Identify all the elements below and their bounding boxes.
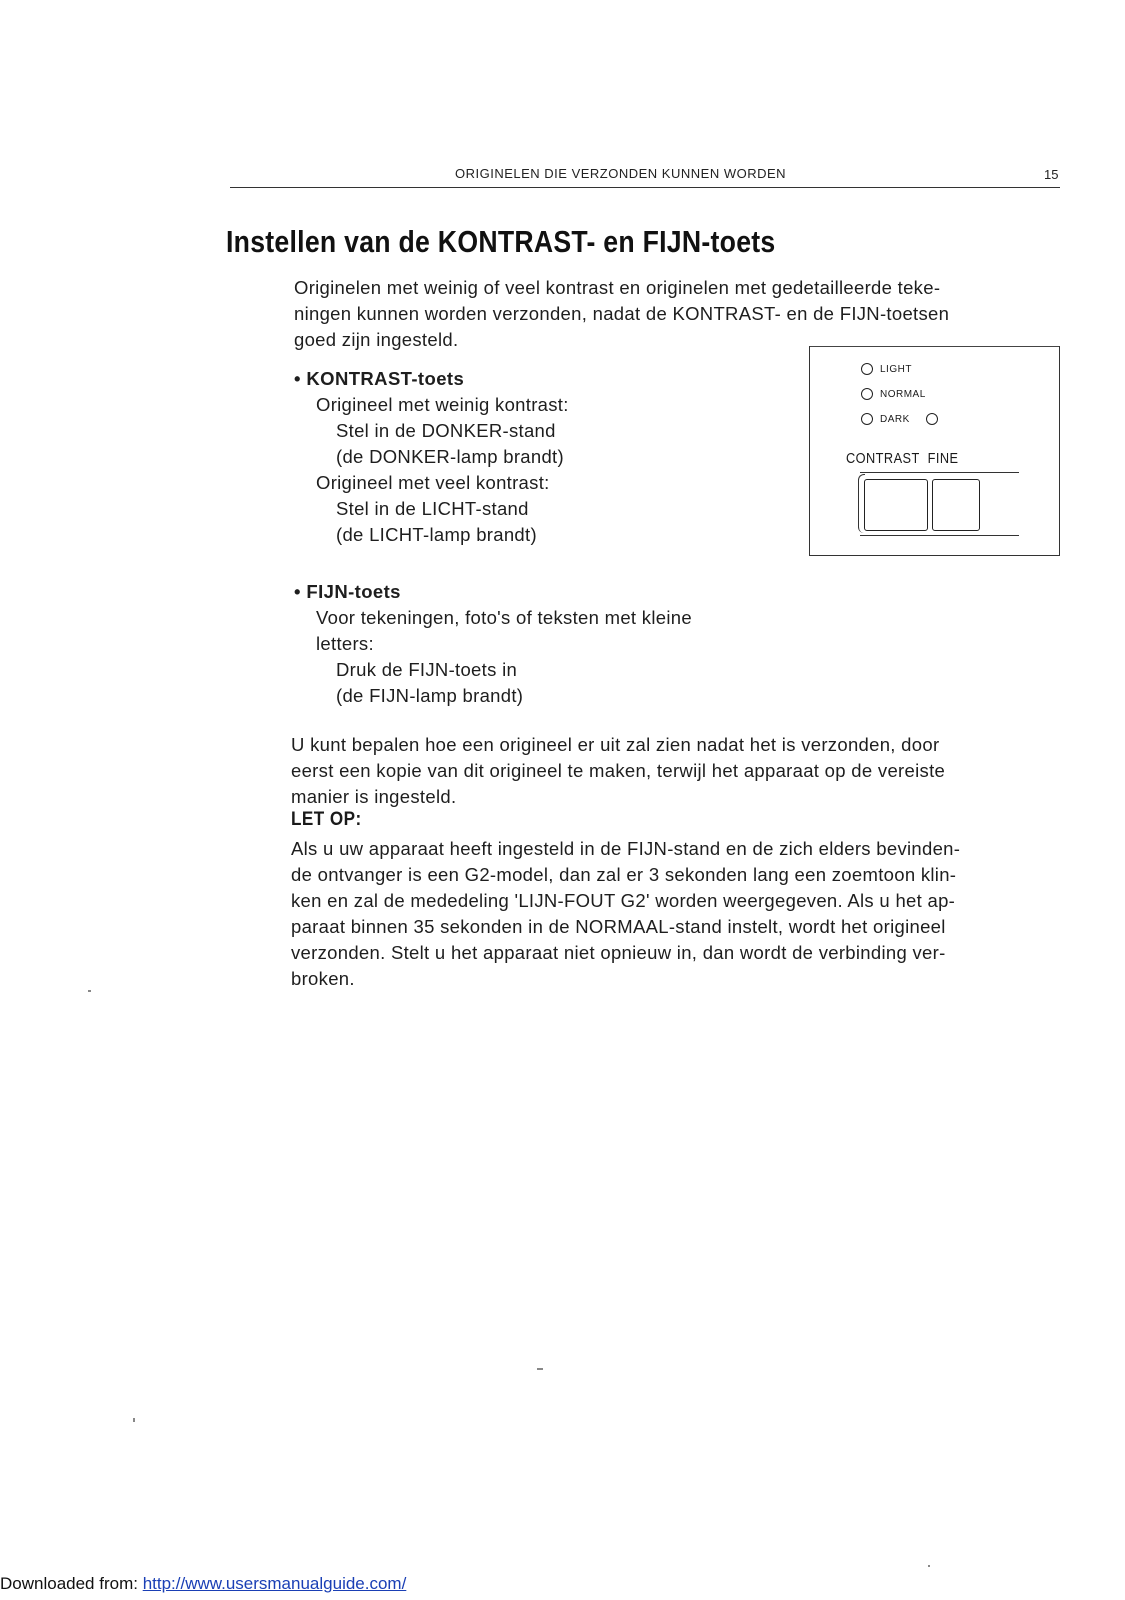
kontrast-high-action: Stel in de LICHT-stand [336, 498, 529, 519]
intro-line-1: Originelen met weinig of veel kontrast en originelen met gedetailleerde teke- [294, 277, 941, 298]
lamp-dark-icon [861, 413, 873, 425]
fijn-action: Druk de FIJN-toets in [336, 659, 518, 680]
kontrast-low-label: Origineel met weinig kontrast: [316, 394, 569, 415]
panel-key-labels [846, 451, 959, 467]
scan-speck [928, 1565, 930, 1567]
contrast-key-label: CONTRAST [846, 451, 920, 467]
scan-speck [88, 990, 91, 992]
scan-speck [133, 1418, 135, 1422]
header-rule [230, 187, 1060, 188]
contrast-key [864, 479, 928, 531]
fijn-line-1: Voor tekeningen, foto's of teksten met kleine [316, 607, 692, 628]
let-op-line-3: ken en zal de mededeling 'LIJN-FOUT G2' worden weergegeven. Als u het ap- [291, 890, 956, 911]
intro-line-2: ningen kunnen worden verzonden, nadat de KONTRAST- en de FIJN-toetsen [294, 303, 950, 324]
copy-note-line-1: U kunt bepalen hoe een origineel er uit zal zien nadat het is verzonden, door [291, 734, 940, 755]
kontrast-heading: • KONTRAST-toets [294, 368, 465, 389]
lamp-normal-label: NORMAL [880, 388, 926, 400]
let-op-line-1: Als u uw apparaat heeft ingesteld in de FIJN-stand en de zich elders bevinden- [291, 838, 961, 859]
scan-speck [537, 1368, 543, 1370]
copy-note-line-3: manier is ingesteld. [291, 786, 457, 807]
lamp-light-label: LIGHT [880, 363, 912, 375]
fine-key [932, 479, 980, 531]
fijn-heading: • FIJN-toets [294, 581, 401, 602]
page-number: 15 [1044, 167, 1059, 182]
fine-key-label: FINE [927, 451, 959, 467]
let-op-line-4: paraat binnen 35 sekonden in de NORMAAL-stand instelt, wordt het origineel [291, 916, 946, 937]
panel-key-bottom-rule [860, 535, 1019, 536]
panel-key-top-rule [860, 472, 1019, 473]
footer-link[interactable]: http://www.usersmanualguide.com/ [142, 1574, 407, 1593]
download-footer [0, 1574, 406, 1594]
lamp-light-icon [861, 363, 873, 375]
fijn-note: (de FIJN-lamp brandt) [336, 685, 524, 706]
kontrast-low-note: (de DONKER-lamp brandt) [336, 446, 564, 467]
kontrast-high-label: Origineel met veel kontrast: [316, 472, 550, 493]
running-header-title: ORIGINELEN DIE VERZONDEN KUNNEN WORDEN [455, 166, 787, 181]
lamp-dark-label: DARK [880, 413, 910, 425]
lamp-fine-icon [926, 413, 938, 425]
intro-line-3: goed zijn ingesteld. [294, 329, 459, 350]
let-op-label: LET OP: [291, 809, 362, 830]
let-op-line-6: broken. [291, 968, 355, 989]
let-op-line-2: de ontvanger is een G2-model, dan zal er 3 sekonden lang een zoemtoon klin- [291, 864, 957, 885]
lamp-normal-row [861, 388, 926, 400]
copy-note-line-2: eerst een kopie van dit origineel te maken, terwijl het apparaat op de vereiste [291, 760, 946, 781]
let-op-line-5: verzonden. Stelt u het apparaat niet opnieuw in, dan wordt de verbinding ver- [291, 942, 946, 963]
footer-prefix: Downloaded from: [0, 1574, 143, 1593]
kontrast-low-action: Stel in de DONKER-stand [336, 420, 556, 441]
section-title: Instellen van de KONTRAST- en FIJN-toets [226, 224, 776, 259]
kontrast-high-note: (de LICHT-lamp brandt) [336, 524, 537, 545]
lamp-dark-row [861, 413, 910, 425]
lamp-normal-icon [861, 388, 873, 400]
lamp-light-row [861, 363, 912, 375]
fijn-line-2: letters: [316, 633, 374, 654]
